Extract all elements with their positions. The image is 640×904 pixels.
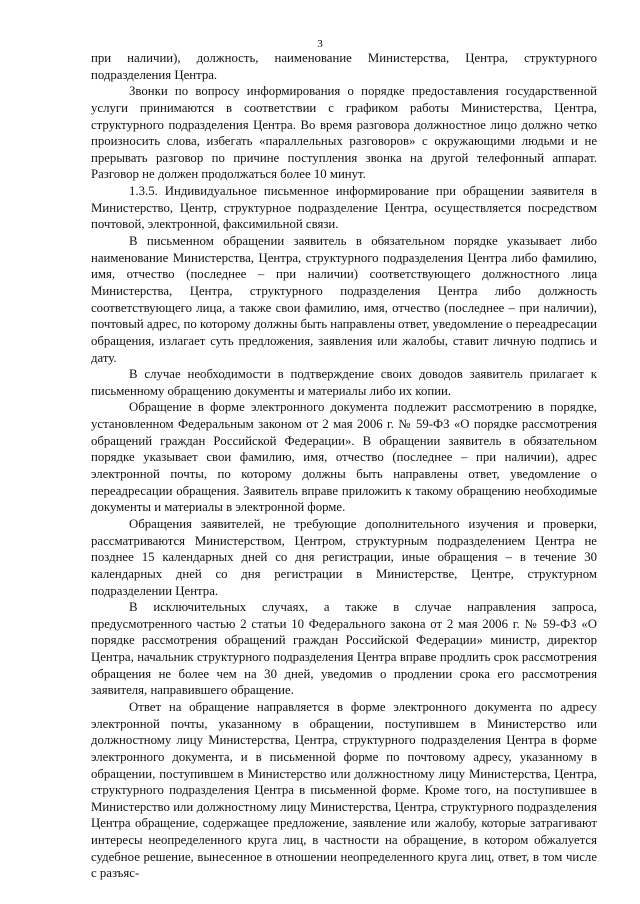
- page-number: 3: [317, 38, 323, 50]
- paragraph-continuation: при наличии), должность, наименование Министерства, Центра, структурного подразделения Центра.: [91, 51, 597, 82]
- paragraph-response: Ответ на обращение направляется в форме электронного документа по адресу электронной почты, указанному в обращении, поступившем в Министерство или должностному лицу Министерства, Центра, структурного подразделения Центра в форме электронного документа, и в письменной форме по почтовому адресу, указанному в обращении, поступившем в Министерство или должностному лицу Министерства, Центра, структурного подразделения Центра в письменной форме. Кроме того, на поступившее в Министерство или должностному лицу Министерства, Центра, структурного подразделения Центра обращение, содержащее предложение, заявление или жалобу, которые затрагивают интересы неопределенного круга лиц, в частности на обращение, в котором обжалуется судебное решение, вынесенное в отношении неопределенного круга лиц, ответ, в том числе с разъяс-: [91, 699, 597, 881]
- paragraph-exceptional-cases: В исключительных случаях, а также в случае направления запроса, предусмотренного частью 2 статьи 10 Федерального закона от 2 мая 2006 г. № 59-ФЗ «О порядке рассмотрения обращений граждан Российской Федерации» министр, директор Центра, начальник структурного подразделения Центра вправе продлить срок рассмотрения обращения не более чем на 30 дней, уведомив о продлении срока его рассмотрения заявителя, направившего обращение.: [91, 600, 597, 698]
- paragraph-attachments: В случае необходимости в подтверждение своих доводов заявитель прилагает к письменному обращению документы и материалы либо их копии.: [91, 367, 597, 398]
- paragraph-phone-calls: Звонки по вопросу информирования о порядке предоставления государственной услуги принимаются в соответствии с графиком работы Министерства, Центра, структурного подразделения Центра. Во время разговора должностное лицо должно четко произносить слова, избегать «параллельных разговоров» с окружающими людьми и не прерывать разговор по причине поступления звонка на другой телефонный аппарат. Разговор не должен продолжаться более 10 минут.: [91, 84, 597, 182]
- document-body: [91, 50, 597, 882]
- paragraph-written-request: В письменном обращении заявитель в обязательном порядке указывает либо наименование Министерства, Центра, структурного подразделения Центра либо фамилию, имя, отчество (последнее – при наличии) соответствующего должностного лица Министерства, Центра, структурного подразделения Центра либо должность соответствующего лица, а также свои фамилию, имя, отчество (последнее – при наличии), почтовый адрес, по которому должны быть направлены ответ, уведомление о переадресации обращения, излагает суть предложения, заявления или жалобы, ставит личную подпись и дату.: [91, 234, 597, 365]
- paragraph-review-terms: Обращения заявителей, не требующие дополнительного изучения и проверки, рассматриваются Министерством, Центром, структурным подразделением Центра не позднее 15 календарных дней со дня регистрации, иные обращения – в течение 30 календарных дней со дня регистрации в Министерстве, Центре, структурном подразделении Центра.: [91, 516, 597, 598]
- paragraph-electronic-request: Обращение в форме электронного документа подлежит рассмотрению в порядке, установленном Федеральным законом от 2 мая 2006 г. № 59-ФЗ «О порядке рассмотрения обращений граждан Российской Федерации». В обращении заявитель в обязательном порядке указывает свои фамилию, имя, отчество (последнее – при наличии), адрес электронной почты, по которому должны быть направлены ответ, уведомление о переадресации обращения. Заявитель вправе приложить к такому обращению необходимые документы и материалы в электронной форме.: [91, 400, 597, 515]
- paragraph-1-3-5: 1.3.5. Индивидуальное письменное информирование при обращении заявителя в Министерство, Центр, структурное подразделение Центра, осуществляется посредством почтовой, электронной, факсимильной связи.: [91, 184, 597, 232]
